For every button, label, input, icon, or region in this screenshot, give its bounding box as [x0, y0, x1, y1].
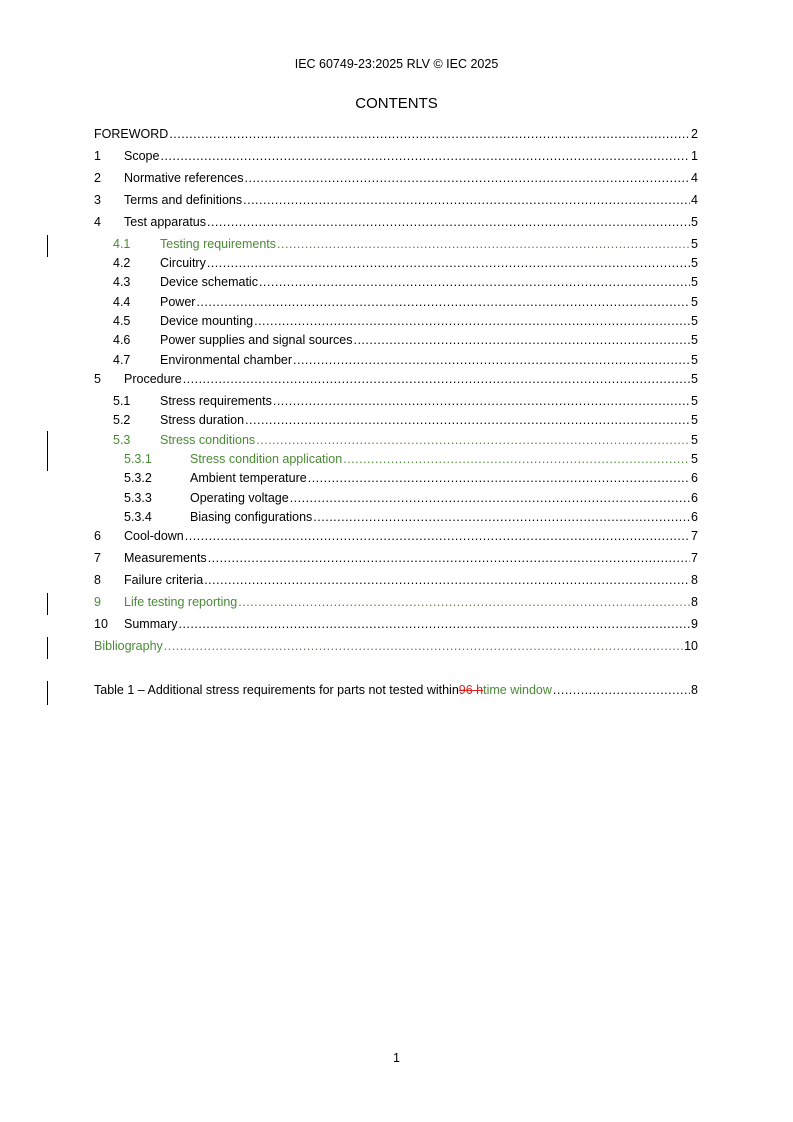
- toc-entry-number: 4.1: [113, 237, 131, 251]
- toc-entry-power-supplies[interactable]: [94, 331, 698, 349]
- toc-entry-page: 5: [691, 394, 698, 408]
- toc-entry-device-mounting[interactable]: [94, 312, 698, 330]
- toc-entry-stress-condition-application[interactable]: [94, 450, 698, 468]
- leader-dots: [204, 571, 690, 589]
- toc-entry-label: Bibliography: [94, 639, 163, 653]
- toc-entry-number: 4: [94, 215, 101, 229]
- leader-dots: [160, 147, 690, 165]
- toc-entry-stress-requirements[interactable]: [94, 392, 698, 410]
- toc-entry-page: 10: [684, 639, 698, 653]
- toc-entry-label: Biasing configurations: [190, 510, 313, 524]
- toc-entry-page: 5: [691, 433, 698, 447]
- change-bar: [47, 431, 48, 471]
- toc-entry-terms-and-definitions[interactable]: [94, 191, 698, 209]
- toc-entry-page: 6: [691, 471, 698, 485]
- toc-entry-label: Summary: [124, 617, 178, 631]
- leader-dots: [343, 450, 690, 468]
- toc-entry-label: Life testing reporting: [124, 595, 238, 609]
- leader-dots: [183, 370, 690, 388]
- toc-entry-label: Power: [160, 295, 196, 309]
- toc-entry-page: 8: [691, 573, 698, 587]
- toc-entry-label: Stress conditions: [160, 433, 256, 447]
- toc-entry-number: 5.3.3: [124, 491, 152, 505]
- toc-entry-page: 5: [691, 237, 698, 251]
- toc-entry-number: 1: [94, 149, 101, 163]
- leader-dots: [293, 351, 690, 369]
- toc-entry-page: 9: [691, 617, 698, 631]
- page-title: CONTENTS: [355, 95, 438, 112]
- toc-entry-label: Environmental chamber: [160, 353, 293, 367]
- table-list-entry-table-1[interactable]: [94, 681, 698, 699]
- change-bar: [47, 681, 48, 705]
- toc-entry-power[interactable]: [94, 293, 698, 311]
- leader-dots: [207, 254, 690, 272]
- page-number: 1: [393, 1051, 400, 1065]
- deleted-text: 96 h: [458, 683, 484, 697]
- leader-dots: [196, 293, 690, 311]
- toc-entry-failure-criteria[interactable]: [94, 571, 698, 589]
- toc-entry-summary[interactable]: [94, 615, 698, 633]
- leader-dots: [169, 125, 690, 143]
- toc-entry-label: Stress requirements: [160, 394, 272, 408]
- leader-dots: [207, 213, 690, 231]
- toc-entry-device-schematic[interactable]: [94, 273, 698, 291]
- toc-entry-life-testing-reporting[interactable]: [94, 593, 698, 611]
- toc-entry-label: Failure criteria: [124, 573, 204, 587]
- inserted-text: time window: [483, 683, 552, 697]
- leader-dots: [290, 489, 690, 507]
- toc-entry-label: Cool-down: [124, 529, 184, 543]
- toc-entry-label: Test apparatus: [124, 215, 206, 229]
- toc-entry-number: 4.6: [113, 333, 131, 347]
- toc-entry-number: 4.5: [113, 314, 131, 328]
- toc-entry-number: 10: [94, 617, 108, 631]
- leader-dots: [243, 191, 690, 209]
- toc-entry-page: 5: [691, 372, 698, 386]
- toc-entry-normative-references[interactable]: [94, 169, 698, 187]
- toc-entry-page: 5: [691, 256, 698, 270]
- toc-entry-page: 7: [691, 551, 698, 565]
- toc-entry-label: Normative references: [124, 171, 244, 185]
- toc-entry-page: 6: [691, 491, 698, 505]
- toc-entry-page: 5: [691, 275, 698, 289]
- toc-entry-page: 4: [691, 193, 698, 207]
- toc-entry-operating-voltage[interactable]: [94, 489, 698, 507]
- toc-entry-number: 5.3.1: [124, 452, 152, 466]
- toc-entry-testing-requirements[interactable]: [94, 235, 698, 253]
- table-entry-label: Table 1 – Additional stress requirements for parts not tested within: [94, 683, 459, 697]
- leader-dots: [273, 392, 690, 410]
- toc-entry-number: 5.1: [113, 394, 131, 408]
- toc-entry-page: 5: [691, 452, 698, 466]
- toc-entry-environmental-chamber[interactable]: [94, 351, 698, 369]
- toc-entry-ambient-temperature[interactable]: [94, 469, 698, 487]
- toc-entry-number: 5: [94, 372, 101, 386]
- toc-entry-label: FOREWORD: [94, 127, 169, 141]
- toc-entry-label: Device schematic: [160, 275, 258, 289]
- leader-dots: [238, 593, 690, 611]
- toc-entry-page: 5: [691, 215, 698, 229]
- toc-entry-circuitry[interactable]: [94, 254, 698, 272]
- toc-entry-label: Ambient temperature: [190, 471, 307, 485]
- leader-dots: [256, 431, 690, 449]
- toc-entry-number: 4.2: [113, 256, 131, 270]
- toc-entry-number: 9: [94, 595, 101, 609]
- toc-entry-label: Circuitry: [160, 256, 206, 270]
- leader-dots: [353, 331, 690, 349]
- toc-entry-label: Scope: [124, 149, 160, 163]
- toc-entry-number: 5.3.4: [124, 510, 152, 524]
- toc-entry-test-apparatus[interactable]: [94, 213, 698, 231]
- change-bar: [47, 637, 48, 659]
- toc-entry-label: Power supplies and signal sources: [160, 333, 353, 347]
- leader-dots: [313, 508, 690, 526]
- leader-dots: [259, 273, 690, 291]
- toc-entry-page: 6: [691, 510, 698, 524]
- toc-entry-page: 7: [691, 529, 698, 543]
- toc-entry-stress-duration[interactable]: [94, 411, 698, 429]
- document-header: IEC 60749-23:2025 RLV © IEC 2025: [294, 57, 499, 71]
- toc-entry-cool-down[interactable]: [94, 527, 698, 545]
- toc-entry-page: 4: [691, 171, 698, 185]
- toc-entry-number: 7: [94, 551, 101, 565]
- toc-entry-number: 4.3: [113, 275, 131, 289]
- change-bar: [47, 593, 48, 615]
- toc-entry-label: Stress condition application: [190, 452, 343, 466]
- toc-entry-number: 4.4: [113, 295, 131, 309]
- leader-dots: [308, 469, 690, 487]
- toc-entry-number: 3: [94, 193, 101, 207]
- toc-entry-label: Testing requirements: [160, 237, 277, 251]
- toc-entry-label: Operating voltage: [190, 491, 289, 505]
- toc-entry-label: Device mounting: [160, 314, 254, 328]
- leader-dots: [185, 527, 690, 545]
- toc-entry-number: 8: [94, 573, 101, 587]
- toc-entry-foreword[interactable]: [94, 125, 698, 143]
- toc-entry-page: 5: [691, 314, 698, 328]
- toc-entry-label: Measurements: [124, 551, 207, 565]
- toc-entry-page: 2: [691, 127, 698, 141]
- toc-entry-number: 6: [94, 529, 101, 543]
- toc-entry-page: 5: [691, 295, 698, 309]
- toc-entry-number: 4.7: [113, 353, 131, 367]
- leader-dots: [254, 312, 690, 330]
- leader-dots: [164, 637, 683, 655]
- toc-entry-page: 8: [691, 595, 698, 609]
- toc-entry-measurements[interactable]: [94, 549, 698, 567]
- leader-dots: [178, 615, 690, 633]
- toc-entry-page: 5: [691, 353, 698, 367]
- toc-entry-biasing-configurations[interactable]: [94, 508, 698, 526]
- table-entry-page: 8: [691, 683, 698, 697]
- toc-entry-label: Procedure: [124, 372, 182, 386]
- toc-entry-label: Terms and definitions: [124, 193, 243, 207]
- leader-dots: [245, 411, 690, 429]
- toc-entry-number: 2: [94, 171, 101, 185]
- leader-dots: [277, 235, 690, 253]
- toc-entry-procedure[interactable]: [94, 370, 698, 388]
- change-bar: [47, 235, 48, 257]
- toc-entry-number: 5.3: [113, 433, 131, 447]
- toc-entry-page: 5: [691, 333, 698, 347]
- toc-entry-stress-conditions[interactable]: [94, 431, 698, 449]
- toc-entry-bibliography[interactable]: [94, 637, 698, 655]
- leader-dots: [208, 549, 690, 567]
- toc-entry-number: 5.3.2: [124, 471, 152, 485]
- toc-entry-page: 1: [691, 149, 698, 163]
- toc-entry-scope[interactable]: [94, 147, 698, 165]
- toc-entry-number: 5.2: [113, 413, 131, 427]
- leader-dots: [553, 681, 690, 699]
- leader-dots: [245, 169, 691, 187]
- toc-entry-label: Stress duration: [160, 413, 245, 427]
- toc-entry-page: 5: [691, 413, 698, 427]
